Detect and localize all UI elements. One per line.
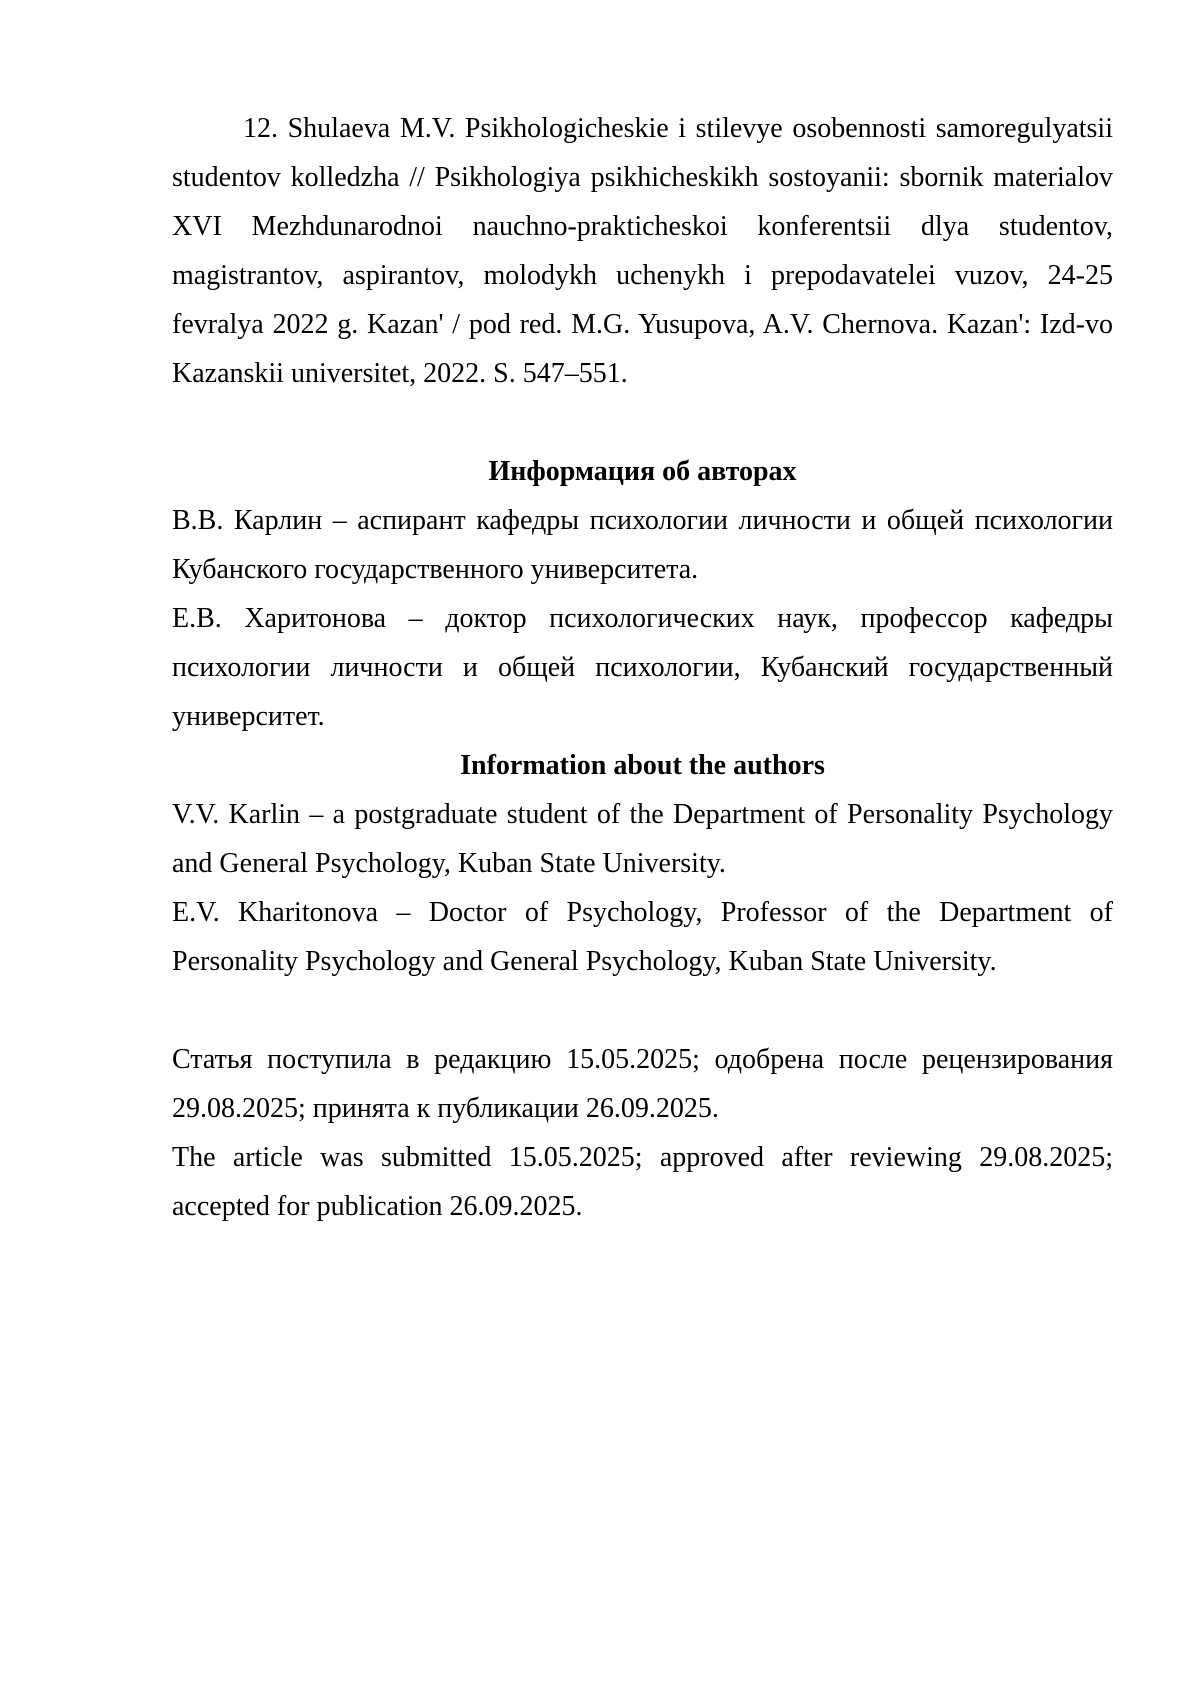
author-bio-en-karlin: V.V. Karlin – a postgraduate student of the Department of Personality Psychology and General Psychology, Kuban State University. <box>172 799 1113 879</box>
authors-info-heading-ru: Информация об авторах <box>488 456 797 487</box>
author-bio-ru-karlin: В.В. Карлин – аспирант кафедры психологии личности и общей психологии Кубанского государственного университета. <box>172 505 1113 585</box>
authors-info-heading-en: Information about the authors <box>460 750 825 781</box>
submission-dates-en: The article was submitted 15.05.2025; approved after reviewing 29.08.2025; accepted for publication 26.09.2025. <box>172 1142 1113 1222</box>
author-bio-ru-kharitonova: Е.В. Харитонова – доктор психологических наук, профессор кафедры психологии личности и общей психологии, Кубанский государственный университет. <box>172 603 1113 732</box>
reference-entry: 12. Shulaeva M.V. Psikhologicheskie i stilevye osobennosti samoregulyatsii studentov kolledzha // Psikhologiya psikhicheskikh sostoyanii: sbornik materialov XVI Mezhdunarodnoi nauchno-prakticheskoi konferentsii dlya studentov, magistrantov, aspirantov, molodykh uchenykh i prepodavatelei vuzov, 24-25 fevralya 2022 g. Kazan' / pod red. M.G. Yusupova, A.V. Chernova. Kazan': Izd-vo Kazanskii universitet, 2022. S. 547–551. <box>172 113 1113 389</box>
blank-line <box>172 986 1113 1035</box>
blank-line <box>172 398 1113 447</box>
author-bio-en-kharitonova: E.V. Kharitonova – Doctor of Psychology, Professor of the Department of Personality Psychology and General Psychology, Kuban State University. <box>172 897 1113 977</box>
submission-dates-ru: Статья поступила в редакцию 15.05.2025; одобрена после рецензирования 29.08.2025; принята к публикации 26.09.2025. <box>172 1044 1113 1124</box>
